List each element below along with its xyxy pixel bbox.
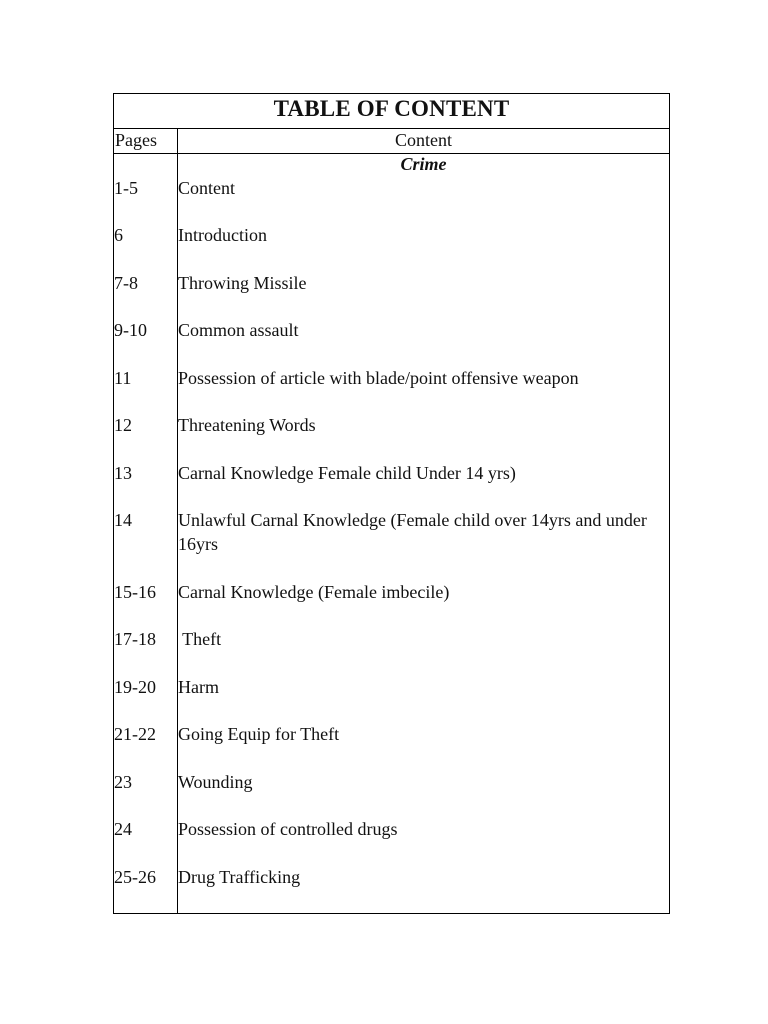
entry-content: Theft xyxy=(178,629,222,649)
entry-pages: 23 xyxy=(114,772,132,792)
entry-content: Possession of article with blade/point offensive weapon xyxy=(178,368,579,388)
entry-pages: 1-5 xyxy=(114,178,138,198)
entry-pages: 25-26 xyxy=(114,867,156,887)
table-of-content xyxy=(113,93,670,914)
title-row xyxy=(114,94,669,129)
entry-content: Carnal Knowledge Female child Under 14 yrs) xyxy=(178,463,516,483)
entry-pages: 7-8 xyxy=(114,273,138,293)
page-title: TABLE OF CONTENT xyxy=(273,96,510,121)
content-column-header: Content xyxy=(395,130,452,150)
entry-pages: 13 xyxy=(114,463,132,483)
entry-content: Drug Trafficking xyxy=(178,867,301,887)
entry-pages: 14 xyxy=(114,510,132,530)
entry-pages: 24 xyxy=(114,819,132,839)
entry-content: Common assault xyxy=(178,320,299,340)
pages-column-header: Pages xyxy=(115,130,157,150)
header-row xyxy=(114,129,669,154)
entry-content: Content xyxy=(178,178,235,198)
entry-pages: 11 xyxy=(114,368,132,388)
entry-pages: 12 xyxy=(114,415,132,435)
section-heading: Crime xyxy=(400,154,447,174)
entry-content: Possession of controlled drugs xyxy=(178,819,398,839)
entry-pages: 21-22 xyxy=(114,724,156,744)
entry-content: Going Equip for Theft xyxy=(178,724,340,744)
entry-pages: 19-20 xyxy=(114,677,156,697)
entry-pages: 6 xyxy=(114,225,123,245)
entry-content: Threatening Words xyxy=(178,415,316,435)
entry-content: Carnal Knowledge (Female imbecile) xyxy=(178,582,450,602)
entry-content: Wounding xyxy=(178,772,253,792)
entry-pages: 9-10 xyxy=(114,320,147,340)
entry-content: Throwing Missile xyxy=(178,273,307,293)
entry-pages: 15-16 xyxy=(114,582,156,602)
entry-content: Unlawful Carnal Knowledge (Female child over 14yrs and under 16yrs xyxy=(178,510,647,554)
entry-pages: 17-18 xyxy=(114,629,156,649)
entry-content: Harm xyxy=(178,677,219,697)
entry-content: Introduction xyxy=(178,225,267,245)
